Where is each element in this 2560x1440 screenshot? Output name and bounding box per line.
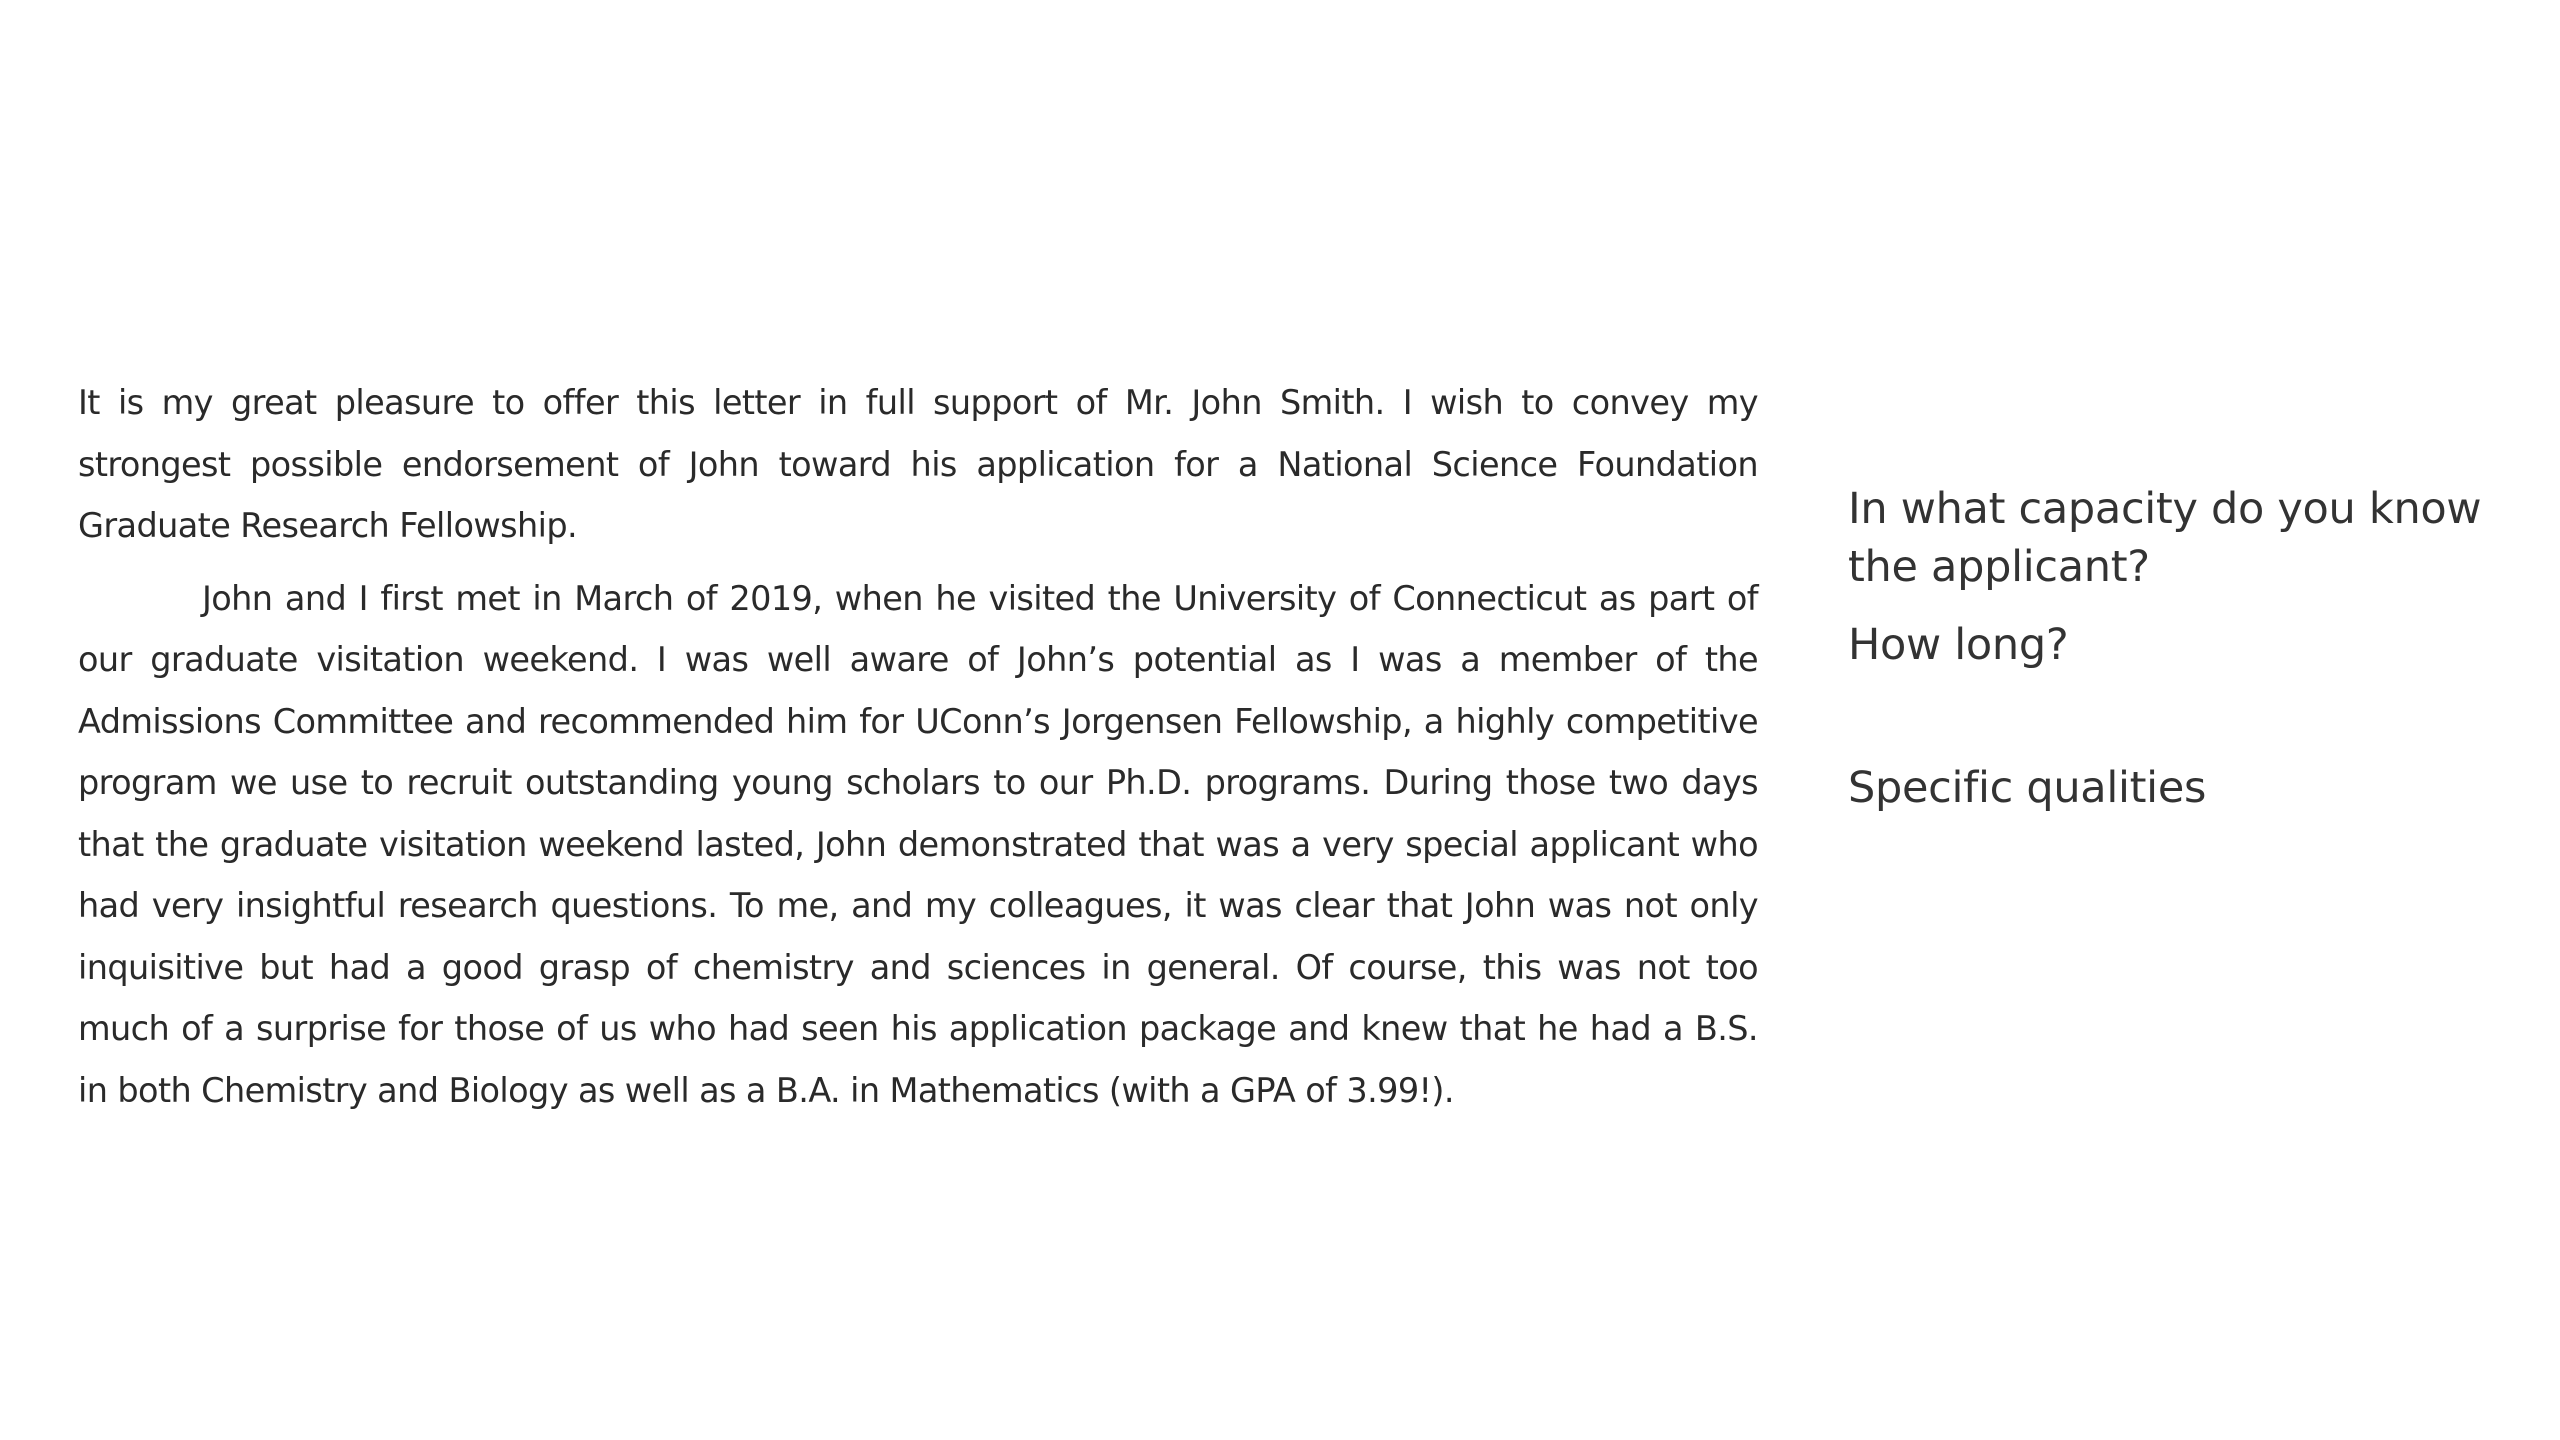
letter-paragraph-body: John and I first met in March of 2019, when he visited the University of Connecticut as part of our graduate visitation weekend. I was well aware of John’s potential as I was a member of the Admissions Committee and recommended him for UConn’s Jorgensen Fellowship, a highly competitive program we use to recruit outstanding young scholars to our Ph.D. programs. During those two days that the graduate visitation weekend lasted, John demonstrated that was a very special applicant who had very insightful research questions. To me, and my colleagues, it was clear that John was not only inquisitive but had a good grasp of chemistry and sciences in general. Of course, this was not too much of a surprise for those of us who had seen his application package and knew that he had a B.S. in both Chemistry and Biology as well as a B.A. in Mathematics (with a GPA of 3.99!). <box>78 578 1758 1110</box>
note-qualities: Specific qualities <box>1848 763 2207 813</box>
letter-excerpt <box>78 372 1758 1121</box>
note-duration: How long? <box>1848 620 2069 670</box>
letter-paragraph-intro: It is my great pleasure to offer this letter in full support of Mr. John Smith. I wish to convey my strongest possible endorsement of John toward his application for a National Science Foundation Graduate Research Fellowship. <box>78 383 1758 545</box>
annotation-notes <box>1848 480 2548 817</box>
note-capacity: In what capacity do you know the applicant? <box>1848 484 2482 592</box>
